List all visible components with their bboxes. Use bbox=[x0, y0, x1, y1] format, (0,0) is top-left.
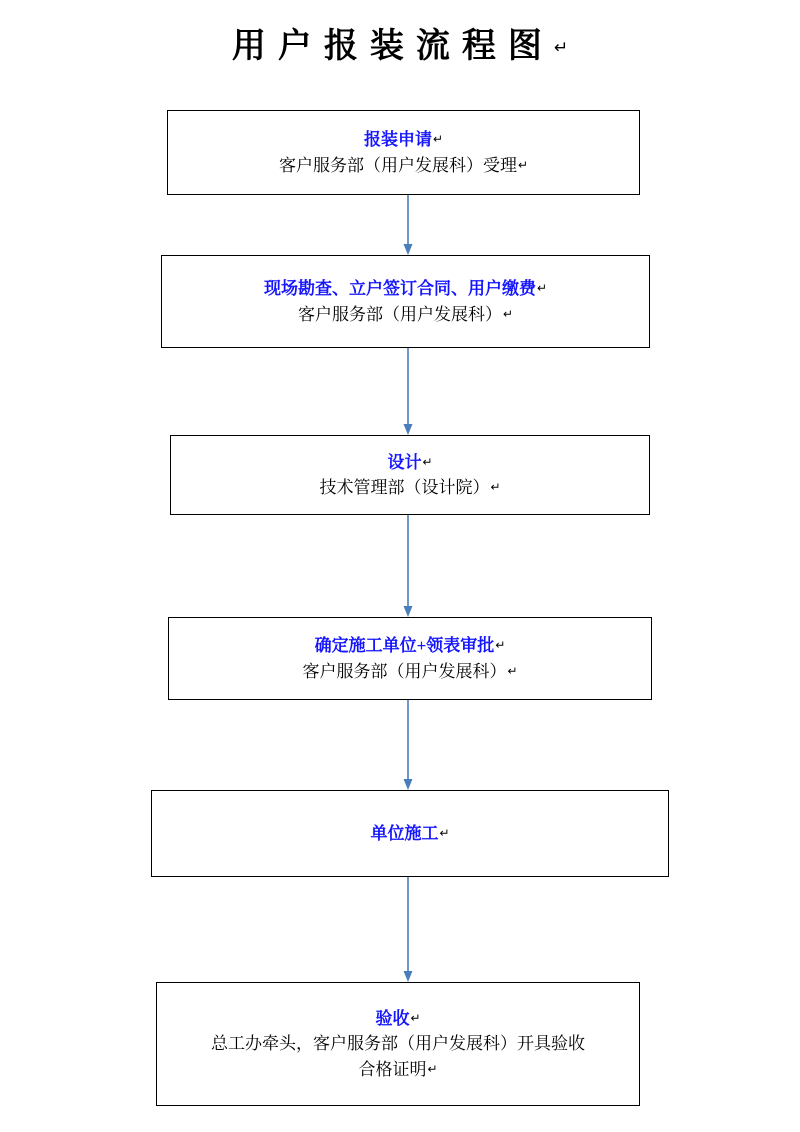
flow-node-yanshou[interactable] bbox=[156, 982, 640, 1106]
node-subtitle bbox=[288, 302, 523, 328]
node-heading-text: 现场勘查、立户签订合同、用户缴费 bbox=[263, 279, 536, 298]
flow-node-danwei-shigong[interactable] bbox=[151, 790, 669, 877]
paragraph-mark: ↵ bbox=[432, 132, 444, 146]
paragraph-mark: ↵ bbox=[495, 638, 506, 652]
connector-arrow-5-6 bbox=[401, 877, 415, 982]
connector-arrow-2-3 bbox=[401, 348, 415, 435]
page-title bbox=[0, 18, 800, 67]
node-heading bbox=[375, 1006, 420, 1032]
node-subtitle-text: 总工办牵头，客户服务部（用户发展科）开具验收 bbox=[211, 1034, 585, 1054]
paragraph-mark: ↵ bbox=[553, 38, 569, 57]
node-heading bbox=[315, 633, 506, 659]
node-subtitle bbox=[201, 1031, 595, 1057]
node-subtitle-text: 客户服务部（用户发展科） bbox=[302, 661, 507, 681]
paragraph-mark: ↵ bbox=[410, 1010, 421, 1025]
paragraph-mark: ↵ bbox=[536, 281, 548, 295]
node-heading bbox=[387, 450, 432, 476]
paragraph-mark: ↵ bbox=[502, 306, 514, 321]
node-subtitle-text: 技术管理部（设计院） bbox=[319, 478, 490, 497]
node-heading-text: 报装申请 bbox=[363, 130, 432, 149]
flow-node-xianchang-kancha[interactable] bbox=[161, 255, 650, 348]
node-heading bbox=[264, 276, 547, 302]
connector-arrow-1-2 bbox=[401, 195, 415, 255]
flow-node-queding-shigong-danwei[interactable] bbox=[168, 617, 652, 700]
flow-node-baozhuang-shenqing[interactable] bbox=[167, 110, 640, 195]
node-heading-text: 设计 bbox=[387, 452, 422, 472]
paragraph-mark: ↵ bbox=[422, 454, 433, 469]
node-heading-text: 单位施工 bbox=[370, 823, 439, 843]
node-subtitle-text: 合格证明 bbox=[358, 1059, 427, 1079]
paragraph-mark: ↵ bbox=[427, 1061, 438, 1076]
node-heading bbox=[370, 821, 449, 847]
paragraph-mark: ↵ bbox=[507, 663, 518, 678]
node-heading-text: 确定施工单位+领表审批 bbox=[314, 636, 495, 655]
node-heading-text: 验收 bbox=[375, 1008, 410, 1028]
paragraph-mark: ↵ bbox=[490, 480, 501, 494]
connector-arrow-3-4 bbox=[401, 515, 415, 617]
node-subtitle bbox=[309, 475, 510, 501]
flow-node-sheji[interactable] bbox=[170, 435, 650, 515]
paragraph-mark: ↵ bbox=[517, 157, 529, 172]
node-subtitle bbox=[269, 153, 538, 179]
node-subtitle bbox=[292, 659, 527, 685]
node-subtitle-text: 客户服务部（用户发展科）受理 bbox=[278, 155, 517, 175]
connector-arrow-4-5 bbox=[401, 700, 415, 790]
node-heading bbox=[364, 127, 443, 153]
node-subtitle-text: 客户服务部（用户发展科） bbox=[297, 304, 502, 324]
paragraph-mark: ↵ bbox=[439, 825, 450, 840]
page-title-text: 用户报装流程图 bbox=[231, 28, 554, 65]
node-subtitle-second-line bbox=[348, 1057, 447, 1083]
